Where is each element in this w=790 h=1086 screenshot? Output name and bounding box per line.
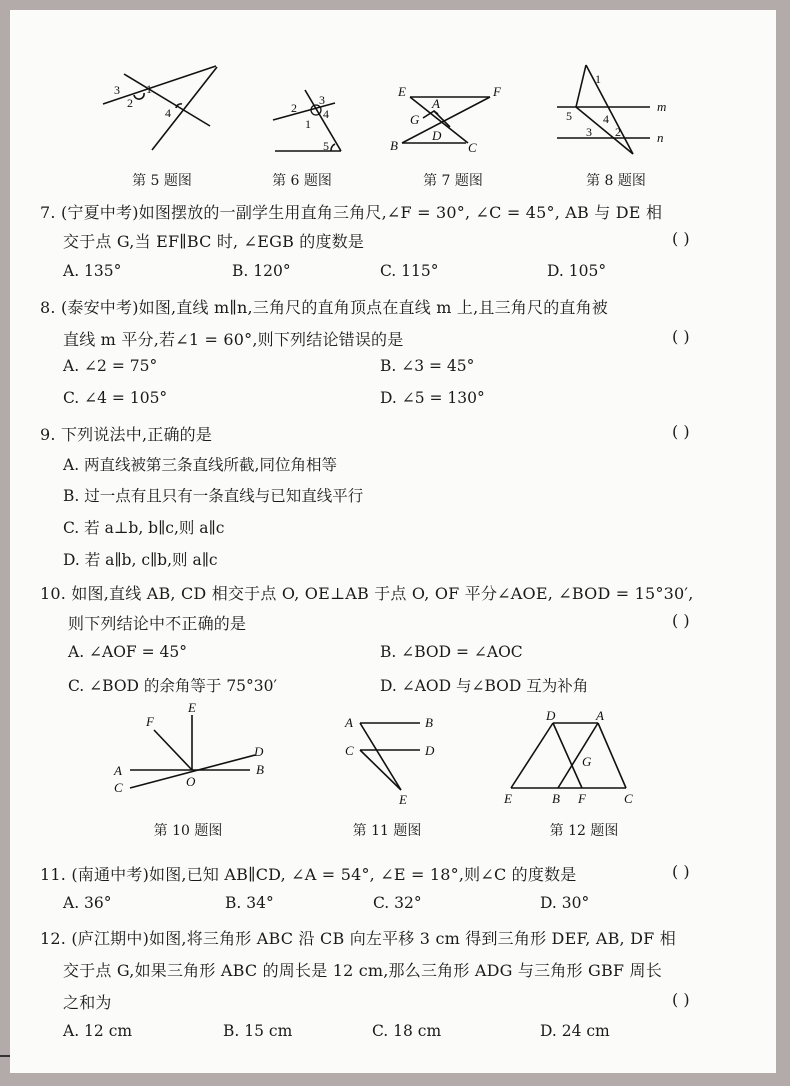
angle-label: 1 xyxy=(595,72,601,86)
point-label: A xyxy=(432,96,440,111)
point-label: D xyxy=(425,743,435,758)
angle-label: 3 xyxy=(586,125,592,139)
figure-11-caption: 第 11 题图 xyxy=(352,823,422,839)
point-label: E xyxy=(188,700,196,715)
figure-12 xyxy=(498,710,658,805)
angle-label: 2 xyxy=(291,101,297,115)
angle-label: 5 xyxy=(323,139,329,153)
point-label: C xyxy=(468,140,477,155)
option-10a[interactable]: A. ∠AOF = 45° xyxy=(68,643,188,661)
option-8a[interactable]: A. ∠2 = 75° xyxy=(63,357,158,375)
figure-6-caption: 第 6 题图 xyxy=(272,173,332,189)
option-7c[interactable]: C. 115° xyxy=(380,262,439,280)
answer-blank-10[interactable]: ( ) xyxy=(672,611,690,630)
figure-12-caption: 第 12 题图 xyxy=(549,823,619,839)
angle-label: 3 xyxy=(319,93,325,107)
option-12b[interactable]: B. 15 cm xyxy=(223,1022,293,1040)
point-label: E xyxy=(504,791,512,806)
angle-label: 2 xyxy=(615,125,621,139)
option-8c[interactable]: C. ∠4 = 105° xyxy=(63,389,168,407)
option-8d[interactable]: D. ∠5 = 130° xyxy=(380,389,485,407)
figure-5-caption: 第 5 题图 xyxy=(132,173,192,189)
worksheet-page xyxy=(10,10,776,1073)
point-label: F xyxy=(578,791,586,806)
answer-blank-12[interactable]: ( ) xyxy=(672,990,690,1009)
figure-7-caption: 第 7 题图 xyxy=(423,173,483,189)
option-11d[interactable]: D. 30° xyxy=(540,894,590,912)
answer-blank-9[interactable]: ( ) xyxy=(672,422,690,441)
option-7b[interactable]: B. 120° xyxy=(232,262,291,280)
option-11a[interactable]: A. 36° xyxy=(63,894,112,912)
figure-8-caption: 第 8 题图 xyxy=(586,173,646,189)
figure-5 xyxy=(100,55,230,155)
figure-10 xyxy=(110,700,280,800)
point-label: D xyxy=(546,708,556,723)
answer-blank-8[interactable]: ( ) xyxy=(672,327,690,346)
point-label: G xyxy=(410,112,420,127)
option-10b[interactable]: B. ∠BOD = ∠AOC xyxy=(380,643,523,661)
option-12d[interactable]: D. 24 cm xyxy=(540,1022,610,1040)
option-10c[interactable]: C. ∠BOD 的余角等于 75°30′ xyxy=(68,677,278,695)
angle-label: 2 xyxy=(127,96,133,110)
point-label: B xyxy=(256,762,264,777)
option-10d[interactable]: D. ∠AOD 与∠BOD 互为补角 xyxy=(380,677,589,695)
point-label: A xyxy=(596,708,604,723)
answer-blank-7[interactable]: ( ) xyxy=(672,229,690,248)
option-9b[interactable]: B. 过一点有且只有一条直线与已知直线平行 xyxy=(63,487,364,505)
point-label: D xyxy=(254,744,264,759)
figure-7 xyxy=(390,80,510,160)
figure-6 xyxy=(265,80,365,160)
question-8-line-1: 8. (泰安中考)如图,直线 m∥n,三角尺的直角顶点在直线 m 上,且三角尺的直角被 xyxy=(40,298,608,317)
question-8-line-2: 直线 m 平分,若∠1 = 60°,则下列结论错误的是 xyxy=(63,330,404,349)
point-label: F xyxy=(146,714,154,729)
angle-label: 3 xyxy=(114,83,120,97)
point-label: O xyxy=(186,774,196,789)
point-label: F xyxy=(493,84,501,99)
point-label: B xyxy=(552,791,560,806)
point-label: A xyxy=(114,763,122,778)
point-label: B xyxy=(390,138,398,153)
question-7-line-2: 交于点 G,当 EF∥BC 时, ∠EGB 的度数是 xyxy=(63,232,365,251)
line-label: m xyxy=(657,99,667,114)
question-12-line-2: 交于点 G,如果三角形 ABC 的周长是 12 cm,那么三角形 ADG 与三角形 GBF 周长 xyxy=(63,961,662,980)
point-label: E xyxy=(399,792,407,807)
figure-10-caption: 第 10 题图 xyxy=(153,823,223,839)
option-11c[interactable]: C. 32° xyxy=(373,894,422,912)
point-label: B xyxy=(425,715,433,730)
option-12c[interactable]: C. 18 cm xyxy=(372,1022,442,1040)
question-10-line-2: 则下列结论中不正确的是 xyxy=(68,614,247,633)
answer-blank-11[interactable]: ( ) xyxy=(672,862,690,881)
figure-11 xyxy=(335,710,445,805)
question-11-line-1: 11. (南通中考)如图,已知 AB∥CD, ∠A = 54°, ∠E = 18°,则∠C 的度数是 xyxy=(40,865,577,884)
option-8b[interactable]: B. ∠3 = 45° xyxy=(380,357,475,375)
question-12-line-1: 12. (庐江期中)如图,将三角形 ABC 沿 CB 向左平移 3 cm 得到三角形 DEF, AB, DF 相 xyxy=(40,929,676,948)
option-9a[interactable]: A. 两直线被第三条直线所截,同位角相等 xyxy=(63,456,337,474)
point-label: E xyxy=(398,84,406,99)
line-label: n xyxy=(657,130,664,145)
question-7-line-1: 7. (宁夏中考)如图摆放的一副学生用直角三角尺,∠F = 30°, ∠C = 45°, AB 与 DE 相 xyxy=(40,203,663,222)
margin-mark xyxy=(0,1055,10,1057)
angle-label: 1 xyxy=(305,117,311,131)
question-10-line-1: 10. 如图,直线 AB, CD 相交于点 O, OE⊥AB 于点 O, OF 平分∠AOE, ∠BOD = 15°30′, xyxy=(40,584,694,603)
point-label: C xyxy=(345,743,354,758)
option-7d[interactable]: D. 105° xyxy=(547,262,607,280)
angle-label: 1 xyxy=(146,82,152,96)
angle-label: 4 xyxy=(165,106,171,120)
figure-8 xyxy=(555,65,695,160)
option-11b[interactable]: B. 34° xyxy=(225,894,274,912)
question-9-line-1: 9. 下列说法中,正确的是 xyxy=(40,425,213,444)
point-label: A xyxy=(345,715,353,730)
point-label: G xyxy=(582,754,592,769)
angle-label: 4 xyxy=(323,107,329,121)
point-label: D xyxy=(432,128,442,143)
angle-label: 5 xyxy=(566,109,572,123)
option-9c[interactable]: C. 若 a⊥b, b∥c,则 a∥c xyxy=(63,519,225,537)
point-label: C xyxy=(624,791,633,806)
option-9d[interactable]: D. 若 a∥b, c∥b,则 a∥c xyxy=(63,551,218,569)
point-label: C xyxy=(114,780,123,795)
question-12-line-3: 之和为 xyxy=(63,993,112,1012)
option-7a[interactable]: A. 135° xyxy=(63,262,122,280)
angle-label: 4 xyxy=(603,112,609,126)
option-12a[interactable]: A. 12 cm xyxy=(63,1022,133,1040)
